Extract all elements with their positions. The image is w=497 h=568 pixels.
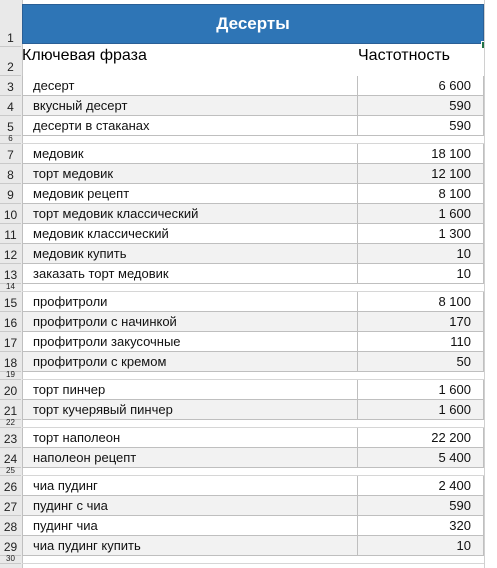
frequency-cell[interactable]: 10 xyxy=(358,536,484,556)
frequency-cell[interactable]: 8 100 xyxy=(358,292,484,312)
row-number[interactable]: 18 xyxy=(0,352,21,372)
keyword-cell[interactable]: профитроли закусочные xyxy=(22,332,358,352)
frequency-cell[interactable]: 22 200 xyxy=(358,428,484,448)
row-number[interactable]: 23 xyxy=(0,428,21,448)
row-number[interactable]: 17 xyxy=(0,332,21,352)
table-row xyxy=(0,332,497,352)
empty-row-cells[interactable] xyxy=(22,136,484,144)
table-row xyxy=(0,476,497,496)
frequency-cell[interactable]: 6 600 xyxy=(358,76,484,96)
row-number[interactable]: 15 xyxy=(0,292,21,312)
row-number[interactable]: 29 xyxy=(0,536,21,556)
table-row xyxy=(0,400,497,420)
row-number[interactable]: 24 xyxy=(0,448,21,468)
gap-row xyxy=(0,468,497,476)
row-number[interactable]: 14 xyxy=(0,284,21,292)
row-number[interactable]: 7 xyxy=(0,144,21,164)
row-number[interactable]: 13 xyxy=(0,264,21,284)
keyword-cell[interactable]: торт медовик xyxy=(22,164,358,184)
frequency-cell[interactable]: 170 xyxy=(358,312,484,332)
keyword-cell[interactable]: чиа пудинг купить xyxy=(22,536,358,556)
frequency-cell[interactable]: 1 600 xyxy=(358,380,484,400)
keyword-cell[interactable]: профитроли xyxy=(22,292,358,312)
frequency-cell[interactable]: 8 100 xyxy=(358,184,484,204)
frequency-cell[interactable]: 590 xyxy=(358,496,484,516)
frequency-cell[interactable]: 18 100 xyxy=(358,144,484,164)
column-header-keyword[interactable]: Ключевая фраза xyxy=(22,47,147,64)
table-row xyxy=(0,292,497,312)
frequency-cell[interactable]: 10 xyxy=(358,244,484,264)
row-number[interactable]: 2 xyxy=(0,47,21,76)
frequency-cell[interactable]: 110 xyxy=(358,332,484,352)
frequency-cell[interactable]: 590 xyxy=(358,116,484,136)
frequency-cell[interactable]: 1 300 xyxy=(358,224,484,244)
row-number[interactable]: 9 xyxy=(0,184,21,204)
row-number[interactable]: 1 xyxy=(0,0,21,47)
keyword-cell[interactable]: торт медовик классический xyxy=(22,204,358,224)
row-number[interactable]: 12 xyxy=(0,244,21,264)
table-row xyxy=(0,448,497,468)
frequency-cell[interactable]: 1 600 xyxy=(358,400,484,420)
gap-row xyxy=(0,284,497,292)
table-row xyxy=(0,496,497,516)
empty-row-cells[interactable] xyxy=(22,556,484,564)
keyword-cell[interactable]: наполеон рецепт xyxy=(22,448,358,468)
table-row xyxy=(0,312,497,332)
table-row xyxy=(0,352,497,372)
keyword-cell[interactable]: пудинг с чиа xyxy=(22,496,358,516)
row-number[interactable]: 10 xyxy=(0,204,21,224)
keyword-cell[interactable]: медовик классический xyxy=(22,224,358,244)
keyword-cell[interactable]: медовик рецепт xyxy=(22,184,358,204)
row-number[interactable]: 28 xyxy=(0,516,21,536)
keyword-cell[interactable]: торт наполеон xyxy=(22,428,358,448)
keyword-cell[interactable]: десерти в стаканах xyxy=(22,116,358,136)
keyword-cell[interactable]: вкусный десерт xyxy=(22,96,358,116)
row-number[interactable]: 22 xyxy=(0,420,21,428)
table-row xyxy=(0,184,497,204)
empty-row-cells[interactable] xyxy=(22,468,484,476)
keyword-cell[interactable]: десерт xyxy=(22,76,358,96)
frequency-cell[interactable]: 320 xyxy=(358,516,484,536)
frequency-cell[interactable]: 10 xyxy=(358,264,484,284)
empty-row-cells[interactable] xyxy=(22,284,484,292)
keyword-cell[interactable]: медовик xyxy=(22,144,358,164)
row-number[interactable]: 27 xyxy=(0,496,21,516)
table-row xyxy=(0,204,497,224)
row-number[interactable]: 6 xyxy=(0,136,21,144)
frequency-cell[interactable]: 590 xyxy=(358,96,484,116)
table-row xyxy=(0,536,497,556)
row-number[interactable]: 11 xyxy=(0,224,21,244)
frequency-cell[interactable]: 2 400 xyxy=(358,476,484,496)
row-number[interactable]: 3 xyxy=(0,76,21,96)
table-row xyxy=(0,116,497,136)
keyword-cell[interactable]: медовик купить xyxy=(22,244,358,264)
empty-row-cells[interactable] xyxy=(22,420,484,428)
row-number[interactable]: 30 xyxy=(0,556,21,564)
table-row xyxy=(0,428,497,448)
table-row xyxy=(0,76,497,96)
column-header-frequency[interactable]: Частотность xyxy=(358,47,450,64)
gap-row xyxy=(0,136,497,144)
table-row xyxy=(0,96,497,116)
keyword-cell[interactable]: пудинг чиа xyxy=(22,516,358,536)
row-number[interactable]: 21 xyxy=(0,400,21,420)
gap-row xyxy=(0,420,497,428)
row-number[interactable]: 16 xyxy=(0,312,21,332)
keyword-cell[interactable]: чиа пудинг xyxy=(22,476,358,496)
table-row xyxy=(0,264,497,284)
title-row xyxy=(0,0,497,47)
keyword-cell[interactable]: торт пинчер xyxy=(22,380,358,400)
row-number[interactable]: 4 xyxy=(0,96,21,116)
table-row xyxy=(0,164,497,184)
row-number[interactable]: 25 xyxy=(0,468,21,476)
keyword-cell[interactable]: заказать торт медовик xyxy=(22,264,358,284)
gap-row xyxy=(0,556,497,564)
frequency-cell[interactable]: 5 400 xyxy=(358,448,484,468)
header-row xyxy=(0,47,497,76)
table-row xyxy=(0,516,497,536)
frequency-cell[interactable]: 12 100 xyxy=(358,164,484,184)
keyword-cell[interactable]: торт кучерявый пинчер xyxy=(22,400,358,420)
table-row xyxy=(0,224,497,244)
row-number[interactable]: 5 xyxy=(0,116,21,136)
frequency-cell[interactable]: 1 600 xyxy=(358,204,484,224)
row-number[interactable]: 8 xyxy=(0,164,21,184)
table-row xyxy=(0,144,497,164)
frequency-cell[interactable]: 50 xyxy=(358,352,484,372)
row-number[interactable]: 26 xyxy=(0,476,21,496)
gap-row xyxy=(0,372,497,380)
table-row xyxy=(0,244,497,264)
table-row xyxy=(0,380,497,400)
keyword-cell[interactable]: профитроли с кремом xyxy=(22,352,358,372)
row-number[interactable]: 19 xyxy=(0,372,21,380)
sheet-title-cell[interactable]: Десерты xyxy=(22,4,484,44)
empty-row-cells[interactable] xyxy=(22,372,484,380)
row-number[interactable]: 20 xyxy=(0,380,21,400)
keyword-cell[interactable]: профитроли с начинкой xyxy=(22,312,358,332)
next-column-area xyxy=(484,0,497,568)
